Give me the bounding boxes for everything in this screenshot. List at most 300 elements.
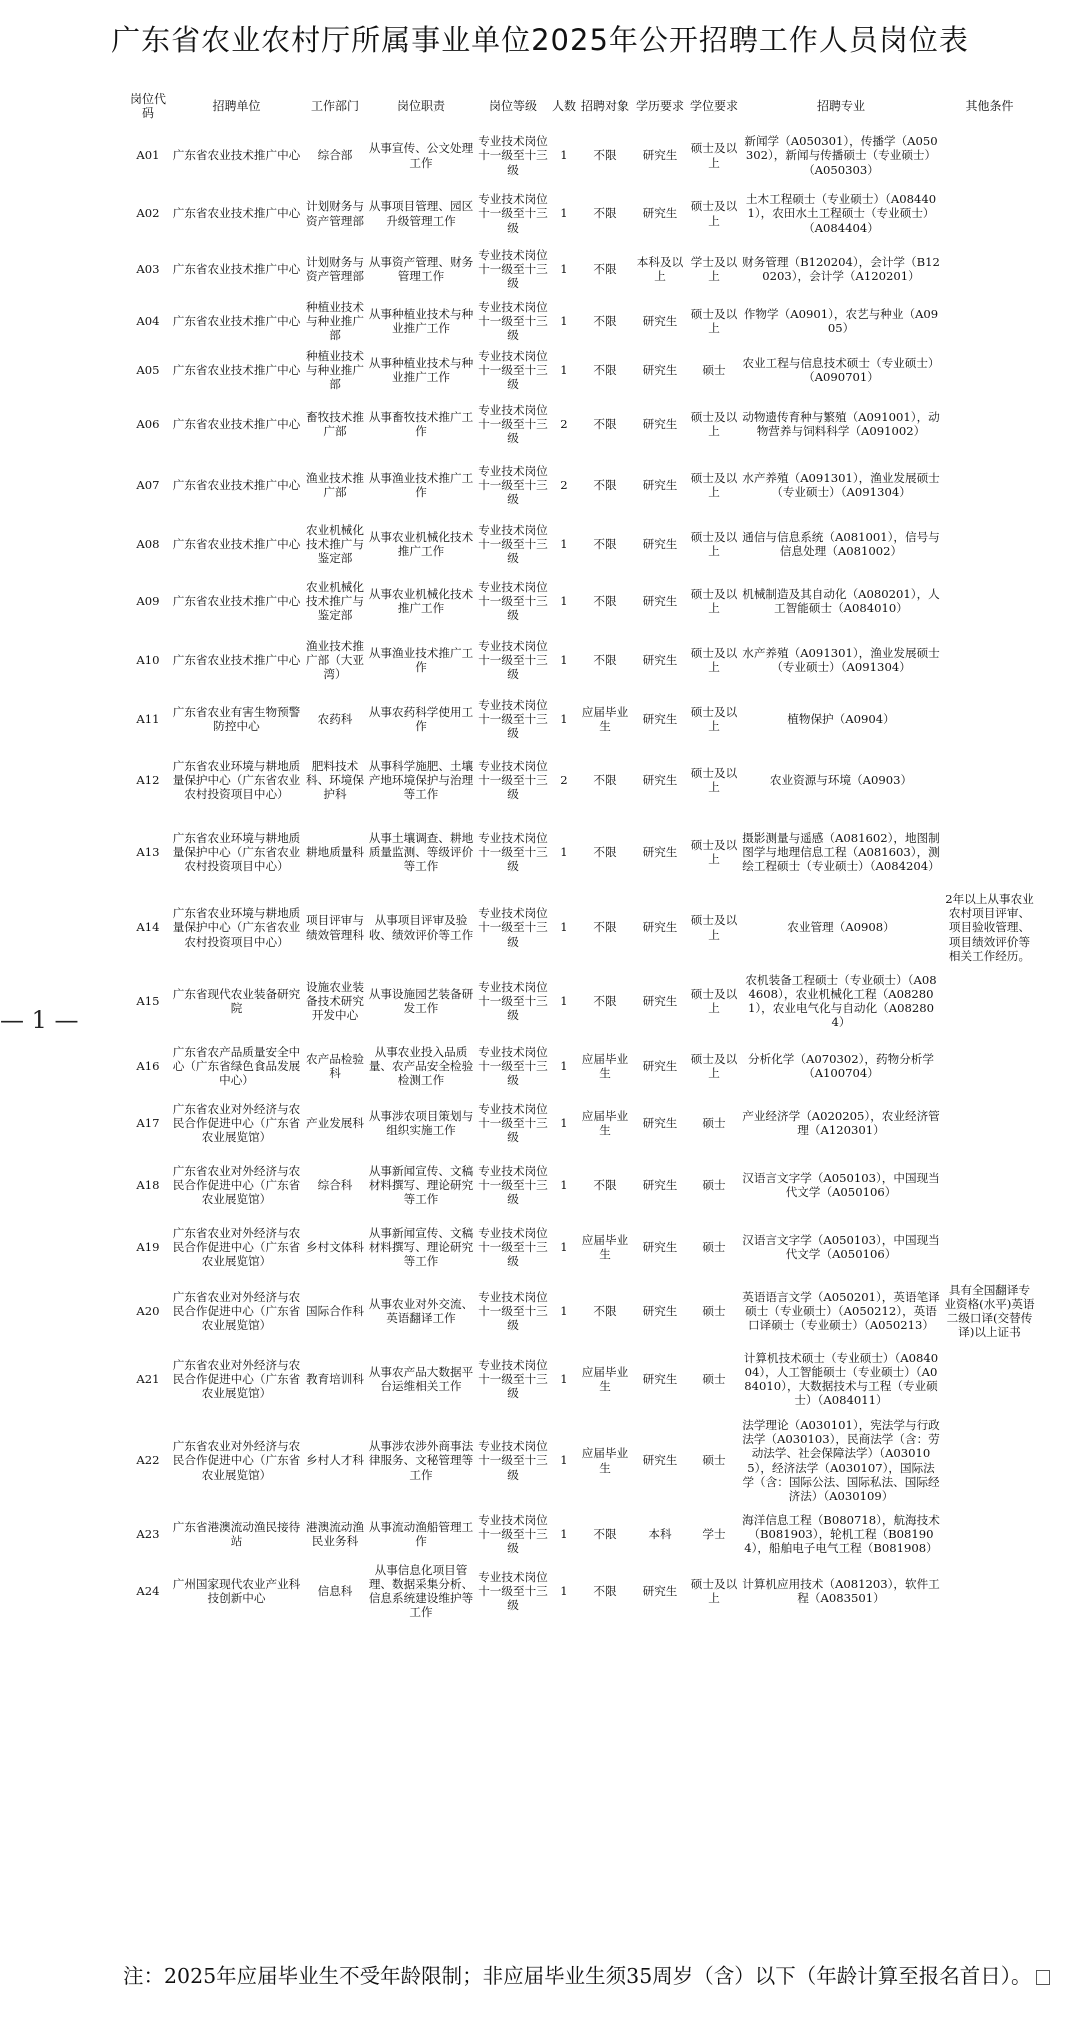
cell-position-code: A12 [136,772,160,787]
cell-headcount: 1 [560,1583,568,1598]
cell-degree: 硕士 [702,1303,726,1318]
cell-major: 通信与信息系统（A081001），信号与信息处理（A081002） [742,529,940,558]
table-row [127,1345,1037,1413]
page-title: 广东省农业农村厅所属事业单位2025年公开招聘工作人员岗位表 [111,23,969,57]
cell-department: 综合部 [317,148,353,163]
cell-headcount: 2 [560,772,568,787]
cell-department: 设施农业装备技术研究开发中心 [306,979,364,1023]
cell-position-level: 专业技术岗位十一级至十三级 [478,402,548,446]
cell-degree: 学士 [702,1526,726,1541]
cell-other-conditions: 2年以上从事农业农村项目评审、项目验收管理、项目绩效评价等相关工作经历。 [945,892,1034,963]
cell-major: 植物保护（A0904） [787,711,895,726]
cell-department: 产业发展科 [306,1115,364,1130]
cell-major: 摄影测量与遥感（A081602），地图制图学与地理信息工程（A081603），测绘工程硕士（专业硕士）（A084204） [742,830,940,874]
cell-major: 计算机技术硕士（专业硕士）（A084004），人工智能硕士（专业硕士）（A084010），大数据技术与工程（专业硕士）（A084011） [743,1350,939,1408]
cell-duties: 从事信息化项目管理、数据采集分析、信息系统建设维护等工作 [368,1562,474,1620]
cell-education: 研究生 [642,148,678,163]
footnote-text: 注：2025年应届毕业生不受年龄限制；非应届毕业生须35周岁（含）以下（年龄计算至报名首日）。 [123,1964,1032,1988]
column-header: 人数 [552,98,577,113]
table-row [127,812,1037,892]
cell-major: 农机装备工程硕士（专业硕士）（A084608），农业机械化工程（A082801），农业电气化与自动化（A082804） [745,972,937,1030]
cell-department: 信息科 [317,1583,353,1598]
cell-degree: 硕士及以上 [690,1576,738,1606]
cell-degree: 硕士 [702,1177,726,1192]
cell-headcount: 1 [560,362,568,377]
table-row [127,454,1037,516]
table-row [127,630,1037,690]
cell-duties: 从事农业投入品质量、农产品安全检验检测工作 [368,1044,474,1088]
table-row [127,1093,1037,1153]
cell-degree: 硕士及以上 [690,141,738,170]
cell-employer: 广州国家现代农业产业科技创新中心 [172,1576,301,1606]
job-positions-table [127,86,1037,1622]
cell-recruit-target: 应届毕业生 [581,1051,629,1081]
cell-department: 农药科 [317,711,353,726]
column-header: 其他条件 [965,98,1014,113]
cell-position-code: A06 [136,416,160,431]
cell-recruit-target: 应届毕业生 [581,704,629,733]
cell-position-code: A13 [136,844,160,859]
cell-department: 综合科 [317,1177,353,1192]
cell-degree: 硕士及以上 [690,913,738,942]
cell-position-code: A15 [136,993,160,1008]
cell-duties: 从事流动渔船管理工作 [368,1519,474,1549]
cell-headcount: 1 [560,593,568,608]
cell-education: 研究生 [642,652,678,667]
cell-education: 研究生 [642,1583,678,1598]
cell-major: 法学理论（A030101），宪法学与行政法学（A030103），民商法学（含：劳动法学、社会保障法学）（A030105），经济法学（A030107），国际法学（含：国际公法、国际私法、国际经济法）（A030109） [742,1417,940,1503]
cell-other-conditions [942,1153,1037,1217]
cell-recruit-target: 不限 [593,362,617,377]
cell-major: 机械制造及其自动化（A080201），人工智能硕士（A084010） [742,586,940,615]
table-row [127,1039,1037,1093]
cell-recruit-target: 不限 [593,993,617,1008]
cell-position-level: 专业技术岗位十一级至十三级 [478,1569,548,1613]
cell-position-code: A14 [136,920,160,935]
cell-education: 研究生 [642,1371,678,1386]
cell-other-conditions [942,126,1037,185]
cell-education: 研究生 [642,416,678,431]
cell-major: 农业管理（A0908） [787,920,895,935]
table-row [127,1413,1037,1508]
cell-duties: 从事农业对外交流、英语翻译工作 [368,1296,474,1326]
cell-position-code: A07 [136,477,160,492]
cell-position-level: 专业技术岗位十一级至十三级 [478,697,548,741]
cell-employer: 广东省农业对外经济与农民合作促进中心（广东省农业展览馆） [172,1163,301,1207]
cell-other-conditions [942,963,1037,1039]
cell-headcount: 1 [560,261,568,276]
cell-duties: 从事渔业技术推广工作 [368,470,474,499]
cell-employer: 广东省农业对外经济与农民合作促进中心（广东省农业展览馆） [172,1225,301,1269]
cell-position-level: 专业技术岗位十一级至十三级 [478,1439,548,1482]
cell-department: 肥料技术科、环境保护科 [306,758,364,802]
cell-headcount: 1 [560,1239,568,1254]
cell-degree: 硕士及以上 [690,645,738,674]
cell-education: 研究生 [642,1453,678,1468]
cell-recruit-target: 不限 [593,261,617,276]
cell-position-level: 专业技术岗位十一级至十三级 [478,1044,548,1088]
cell-other-conditions [942,1039,1037,1093]
cell-position-level: 专业技术岗位十一级至十三级 [478,1357,548,1401]
table-row [127,892,1037,963]
cell-duties: 从事项目管理、园区升级管理工作 [368,199,474,228]
cell-headcount: 1 [560,1058,568,1073]
cell-other-conditions [942,1093,1037,1153]
cell-employer: 广东省农业对外经济与农民合作促进中心（广东省农业展览馆） [172,1357,301,1401]
cell-position-code: A08 [136,536,160,551]
cell-duties: 从事涉农项目策划与组织实施工作 [368,1108,474,1138]
table-row [127,1153,1037,1217]
table-body [127,126,1037,1622]
cell-position-level: 专业技术岗位十一级至十三级 [478,979,548,1023]
table-row [127,748,1037,812]
cell-employer: 广东省农业对外经济与农民合作促进中心（广东省农业展览馆） [172,1289,301,1333]
table-row [127,1508,1037,1560]
table-row [127,572,1037,630]
cell-education: 研究生 [642,477,678,492]
cell-degree: 硕士及以上 [690,409,738,438]
cell-major: 分析化学（A070302），药物分析学（A100704） [748,1051,934,1081]
cell-department: 乡村人才科 [306,1453,364,1468]
cell-position-level: 专业技术岗位十一级至十三级 [478,134,548,177]
cell-position-code: A19 [136,1239,160,1254]
page-number: — 1 — [0,1006,79,1034]
cell-headcount: 1 [560,206,568,221]
cell-employer: 广东省农业技术推广中心 [172,206,301,221]
cell-duties: 从事土壤调查、耕地质量监测、等级评价等工作 [368,830,474,874]
cell-headcount: 1 [560,1115,568,1130]
cell-duties: 从事涉农涉外商事法律服务、文秘管理等工作 [368,1439,474,1482]
cell-headcount: 1 [560,844,568,859]
cell-other-conditions [942,242,1037,296]
cell-position-code: A22 [136,1453,160,1468]
table-row [127,296,1037,346]
cell-recruit-target: 不限 [593,477,617,492]
cell-degree: 硕士及以上 [690,529,738,558]
table-row [127,963,1037,1039]
cell-other-conditions [942,346,1037,394]
cell-other-conditions [942,1217,1037,1277]
cell-employer: 广东省农产品质量安全中心（广东省绿色食品发展中心） [172,1044,301,1088]
cell-position-code: A05 [136,362,160,377]
cell-duties: 从事农业机械化技术推广工作 [368,529,474,558]
cell-employer: 广东省现代农业装备研究院 [172,986,301,1016]
table-row [127,394,1037,454]
cell-education: 研究生 [642,536,678,551]
cell-other-conditions [942,812,1037,892]
cell-degree: 硕士 [702,1453,726,1468]
cell-degree: 硕士及以上 [690,704,738,733]
cell-position-level: 专业技术岗位十一级至十三级 [478,638,548,682]
cell-position-level: 专业技术岗位十一级至十三级 [478,1101,548,1145]
cell-department: 计划财务与资产管理部 [306,254,364,283]
cell-major: 汉语言文字学（A050103），中国现当代文学（A050106） [742,1232,940,1262]
cell-education: 研究生 [642,1303,678,1318]
cell-duties: 从事宣传、公文处理工作 [368,141,474,170]
cell-headcount: 1 [560,148,568,163]
cell-position-code: A23 [136,1526,160,1541]
cell-recruit-target: 不限 [593,920,617,935]
cell-major: 作物学（A0901），农艺与种业（A0905） [743,306,939,335]
cell-major: 财务管理（B120204），会计学（B120203），会计学（A120201） [742,254,940,283]
cell-recruit-target: 不限 [593,1526,617,1541]
cell-headcount: 1 [560,313,568,328]
cell-position-code: A18 [136,1177,160,1192]
cell-recruit-target: 应届毕业生 [581,1364,629,1394]
cell-other-conditions [942,296,1037,346]
column-header: 岗位职责 [396,98,445,113]
table-row [127,346,1037,394]
cell-position-level: 专业技术岗位十一级至十三级 [478,1225,548,1269]
cell-position-level: 专业技术岗位十一级至十三级 [478,579,548,623]
cell-duties: 从事种植业技术与种业推广工作 [368,355,474,384]
cell-education: 研究生 [642,844,678,859]
cell-employer: 广东省港澳流动渔民接待站 [172,1519,301,1549]
cell-department: 项目评审与绩效管理科 [306,913,364,942]
table-row [127,1560,1037,1622]
cell-duties: 从事农药科学使用工作 [368,704,474,733]
cell-employer: 广东省农业有害生物预警防控中心 [172,704,301,733]
table-row [127,690,1037,748]
cell-headcount: 1 [560,536,568,551]
cell-other-conditions [942,1413,1037,1508]
column-header: 招聘对象 [580,98,629,113]
cell-position-level: 专业技术岗位十一级至十三级 [478,830,548,874]
cell-recruit-target: 应届毕业生 [581,1232,629,1262]
cell-major: 英语语言文学（A050201），英语笔译硕士（专业硕士）（A050212），英语口译硕士（专业硕士）（A050213） [742,1289,940,1333]
cell-employer: 广东省农业技术推广中心 [172,261,301,276]
cell-department: 农产品检验科 [306,1051,364,1081]
table-row [127,516,1037,572]
cell-other-conditions [942,1508,1037,1560]
square-icon [1036,1970,1050,1985]
table-row [127,242,1037,296]
cell-major: 农业资源与环境（A0903） [769,772,913,787]
cell-degree: 硕士 [702,1115,726,1130]
cell-recruit-target: 不限 [593,313,617,328]
cell-employer: 广东省农业技术推广中心 [172,148,301,163]
cell-duties: 从事资产管理、财务管理工作 [368,254,474,283]
cell-position-code: A02 [136,206,160,221]
cell-education: 本科 [648,1526,672,1541]
cell-employer: 广东省农业技术推广中心 [172,313,301,328]
cell-degree: 硕士及以上 [690,306,738,335]
cell-department: 渔业技术推广部（大亚湾） [306,638,364,682]
cell-position-level: 专业技术岗位十一级至十三级 [478,906,548,949]
cell-position-code: A11 [136,711,160,726]
cell-major: 汉语言文字学（A050103），中国现当代文学（A050106） [742,1170,940,1200]
cell-education: 研究生 [642,1239,678,1254]
cell-degree: 硕士 [702,1371,726,1386]
cell-recruit-target: 不限 [593,1177,617,1192]
cell-recruit-target: 不限 [593,148,617,163]
cell-employer: 广东省农业环境与耕地质量保护中心（广东省农业农村投资项目中心） [172,906,301,949]
cell-position-code: A20 [136,1303,160,1318]
cell-department: 港澳流动渔民业务科 [306,1519,364,1549]
cell-department: 国际合作科 [306,1303,364,1318]
table-row [127,1217,1037,1277]
cell-recruit-target: 不限 [593,536,617,551]
cell-position-code: A17 [136,1115,160,1130]
cell-education: 研究生 [642,206,678,221]
cell-employer: 广东省农业技术推广中心 [172,536,301,551]
cell-department: 农业机械化技术推广与鉴定部 [306,579,364,623]
cell-department: 乡村文体科 [306,1239,364,1254]
table-row [127,126,1037,185]
cell-education: 研究生 [642,772,678,787]
column-header: 学位要求 [690,98,739,113]
cell-employer: 广东省农业技术推广中心 [172,593,301,608]
cell-duties: 从事种植业技术与种业推广工作 [368,306,474,335]
cell-recruit-target: 不限 [593,206,617,221]
column-header: 岗位等级 [488,98,537,113]
cell-other-conditions [942,690,1037,748]
cell-other-conditions [942,1560,1037,1622]
cell-major: 计算机应用技术（A081203），软件工程（A083501） [742,1576,940,1606]
cell-major: 新闻学（A050301），传播学（A050302），新闻与传播硕士（专业硕士）（A050303） [744,134,938,177]
cell-degree: 硕士 [702,362,726,377]
cell-position-level: 专业技术岗位十一级至十三级 [478,1512,548,1556]
cell-other-conditions [942,572,1037,630]
cell-employer: 广东省农业技术推广中心 [172,652,301,667]
cell-education: 研究生 [642,993,678,1008]
cell-headcount: 1 [560,1526,568,1541]
cell-department: 农业机械化技术推广与鉴定部 [306,522,364,566]
column-header: 工作部门 [310,98,359,113]
cell-other-conditions [942,748,1037,812]
cell-recruit-target: 不限 [593,416,617,431]
cell-other-conditions [942,1345,1037,1413]
cell-recruit-target: 不限 [593,844,617,859]
cell-employer: 广东省农业技术推广中心 [172,477,301,492]
cell-major: 海洋信息工程（B080718），航海技术（B081903），轮机工程（B081904），船舶电子电气工程（B081908） [742,1512,940,1556]
column-header: 招聘专业 [816,98,865,113]
cell-duties: 从事畜牧技术推广工作 [368,409,474,438]
cell-duties: 从事渔业技术推广工作 [368,645,474,674]
cell-position-level: 专业技术岗位十一级至十三级 [478,247,548,291]
cell-education: 研究生 [642,313,678,328]
cell-degree: 硕士及以上 [690,470,738,499]
cell-position-level: 专业技术岗位十一级至十三级 [478,1163,548,1207]
cell-duties: 从事项目评审及验收、绩效评价等工作 [368,913,474,942]
cell-employer: 广东省农业环境与耕地质量保护中心（广东省农业农村投资项目中心） [172,758,301,802]
cell-degree: 硕士及以上 [690,765,738,794]
cell-headcount: 2 [560,477,568,492]
cell-position-code: A03 [136,261,160,276]
cell-degree: 硕士及以上 [690,986,738,1016]
cell-other-conditions [942,454,1037,516]
cell-headcount: 1 [560,920,568,935]
cell-degree: 硕士及以上 [690,586,738,615]
cell-recruit-target: 应届毕业生 [581,1446,629,1475]
cell-position-level: 专业技术岗位十一级至十三级 [478,192,548,235]
cell-duties: 从事新闻宣传、文稿材料撰写、理论研究等工作 [368,1163,474,1207]
cell-degree: 硕士及以上 [690,1051,738,1081]
cell-education: 研究生 [642,1058,678,1073]
cell-degree: 硕士 [702,1239,726,1254]
cell-other-conditions [942,394,1037,454]
cell-position-code: A04 [136,313,160,328]
cell-position-level: 专业技术岗位十一级至十三级 [478,1289,548,1333]
cell-education: 研究生 [642,1115,678,1130]
cell-department: 渔业技术推广部 [306,470,364,499]
cell-other-conditions: 具有全国翻译专业资格(水平)英语二级口译(交替传译)以上证书 [944,1282,1035,1340]
column-header: 招聘单位 [212,98,261,113]
cell-duties: 从事农产品大数据平台运维相关工作 [368,1364,474,1394]
cell-employer: 广东省农业对外经济与农民合作促进中心（广东省农业展览馆） [172,1101,301,1145]
cell-position-code: A10 [136,652,160,667]
cell-duties: 从事设施园艺装备研发工作 [368,986,474,1016]
cell-degree: 硕士及以上 [690,837,738,866]
cell-duties: 从事新闻宣传、文稿材料撰写、理论研究等工作 [368,1225,474,1269]
cell-recruit-target: 不限 [593,1583,617,1598]
cell-education: 本科及以上 [636,254,684,283]
cell-education: 研究生 [642,362,678,377]
cell-education: 研究生 [642,1177,678,1192]
cell-recruit-target: 应届毕业生 [581,1108,629,1138]
cell-degree: 学士及以上 [690,254,738,283]
cell-department: 计划财务与资产管理部 [306,199,364,228]
cell-headcount: 1 [560,993,568,1008]
cell-position-code: A01 [136,148,160,163]
cell-recruit-target: 不限 [593,772,617,787]
cell-headcount: 1 [560,652,568,667]
cell-degree: 硕士及以上 [690,199,738,228]
cell-headcount: 1 [560,1371,568,1386]
cell-position-level: 专业技术岗位十一级至十三级 [478,758,548,802]
cell-employer: 广东省农业对外经济与农民合作促进中心（广东省农业展览馆） [172,1439,301,1482]
cell-headcount: 1 [560,711,568,726]
cell-department: 畜牧技术推广部 [306,409,364,438]
footnote [123,1961,1053,1991]
cell-major: 动物遗传育种与繁殖（A091001），动物营养与饲料科学（A091002） [742,409,940,438]
cell-position-level: 专业技术岗位十一级至十三级 [478,463,548,507]
cell-position-code: A24 [136,1583,160,1598]
cell-major: 产业经济学（A020205），农业经济管理（A120301） [742,1108,940,1138]
cell-headcount: 2 [560,416,568,431]
cell-major: 水产养殖（A091301），渔业发展硕士（专业硕士）（A091304） [742,470,940,499]
cell-other-conditions [942,516,1037,572]
table-header-row [127,86,1037,126]
cell-position-level: 专业技术岗位十一级至十三级 [478,299,548,343]
cell-major: 农业工程与信息技术硕士（专业硕士）（A090701） [742,355,940,384]
cell-department: 种植业技术与种业推广部 [306,348,364,392]
cell-headcount: 1 [560,1177,568,1192]
cell-other-conditions [942,185,1037,242]
cell-position-level: 专业技术岗位十一级至十三级 [478,348,548,392]
cell-department: 种植业技术与种业推广部 [306,299,364,343]
cell-position-code: A09 [136,593,160,608]
table-row [127,185,1037,242]
column-header: 岗位代码 [129,91,166,120]
cell-education: 研究生 [642,920,678,935]
cell-duties: 从事农业机械化技术推广工作 [368,586,474,615]
table-row [127,1277,1037,1345]
cell-recruit-target: 不限 [593,1303,617,1318]
cell-major: 水产养殖（A091301），渔业发展硕士（专业硕士）（A091304） [742,645,940,674]
cell-employer: 广东省农业环境与耕地质量保护中心（广东省农业农村投资项目中心） [172,830,301,874]
cell-position-code: A16 [136,1058,160,1073]
cell-headcount: 1 [560,1303,568,1318]
cell-department: 教育培训科 [306,1371,364,1386]
cell-education: 研究生 [642,593,678,608]
cell-duties: 从事科学施肥、土壤产地环境保护与治理等工作 [368,758,474,802]
cell-major: 土木工程硕士（专业硕士）（A084401），农田水土工程硕士（专业硕士）（A084404） [745,192,937,235]
column-header: 学历要求 [635,98,684,113]
cell-position-code: A21 [136,1371,160,1386]
cell-recruit-target: 不限 [593,652,617,667]
cell-position-level: 专业技术岗位十一级至十三级 [478,522,548,566]
